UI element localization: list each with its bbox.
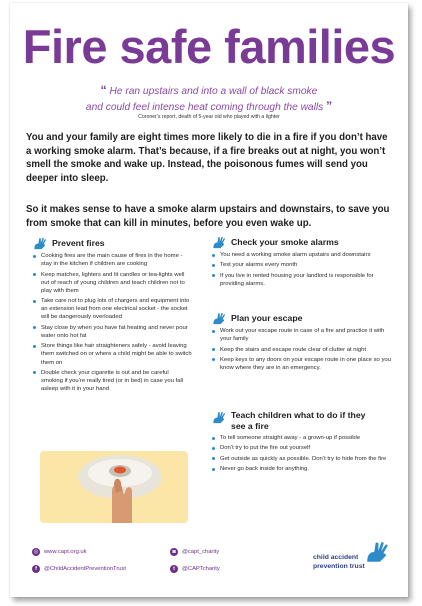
globe-icon: ◎: [33, 549, 39, 555]
quote-line-2: and could feel intense heat coming through the walls: [85, 102, 324, 113]
intro-paragraph-2: So it makes sense to have a smoke alarm upstairs and downstairs, to save you from smoke that can kill in minutes, before you even wake up.: [26, 204, 390, 229]
list-item: Get outside as quickly as possible. Don’t try to hide from the fire: [211, 455, 396, 463]
leaflet-page: [10, 3, 408, 597]
list-item: Never go back inside for anything.: [211, 465, 396, 473]
open-quote-mark: “: [100, 83, 107, 97]
smoke-alarm-illustration: [40, 451, 188, 523]
section-smoke-alarms: [211, 235, 396, 290]
quote-line-1: He ran upstairs and into a wall of black smoke: [109, 86, 318, 97]
website-link[interactable]: [32, 548, 87, 556]
twitter-icon: t: [170, 565, 178, 573]
intro-paragraph-1: You and your family are eight times more likely to die in a fire if you don’t have a working smoke alarm. That’s because, if a fire breaks out at night, you won’t smell the smoke and wake up. Instead, the poisonous fumes will send you deeper into sleep.: [26, 132, 388, 184]
list-item: Keep matches, lighters and lit candles or tea-lights well out of reach of young children and teach children not to play with them: [32, 271, 192, 295]
quote-source: Coroner's report, death of 5-year old who played with a lighter: [138, 114, 280, 120]
section-header: [211, 235, 396, 249]
website-text: www.capt.org.uk: [44, 549, 87, 555]
bullet-list: [211, 327, 396, 372]
blue-hand-icon: [32, 237, 48, 250]
blue-hand-icon: [211, 411, 227, 424]
section-title: Teach children what to do if they see a fire: [231, 410, 366, 431]
list-item: If you live in rented housing your landlord is responsible for providing alarms.: [211, 272, 396, 288]
list-item: You need a working smoke alarm upstairs and downstairs: [211, 251, 396, 259]
twitter-text: @CAPTcharity: [182, 566, 220, 572]
bullet-list: [211, 251, 396, 288]
blue-hand-icon: [211, 312, 227, 325]
list-item: Store things like hair straighteners safely - avoid leaving them switched on or where a child might be able to switch them on: [32, 342, 192, 366]
section-header: [211, 311, 396, 325]
section-plan-escape: [211, 311, 396, 374]
list-item: To tell someone straight away - a grown-up if possible: [211, 434, 396, 442]
list-item: Keep the stairs and escape route clear of clutter at night: [211, 346, 396, 354]
list-item: Stay close by when you have fat heating and never pour water onto hot fat: [32, 324, 192, 340]
bullet-list: [32, 252, 192, 393]
section-title: Prevent fires: [52, 237, 105, 248]
section-title: Check your smoke alarms: [231, 236, 339, 247]
list-item: Test your alarms every month: [211, 261, 396, 269]
section-teach-children: [211, 410, 396, 475]
instagram-text: @capt_charity: [182, 549, 220, 555]
logo-line-1: child accident: [313, 554, 359, 561]
logo-line-2: prevention trust: [313, 562, 365, 570]
instagram-link[interactable]: [170, 548, 219, 556]
section-header: [211, 410, 396, 432]
instagram-icon: ◙: [170, 548, 178, 556]
facebook-link[interactable]: [32, 565, 126, 573]
section-title: Plan your escape: [231, 312, 303, 323]
facebook-icon: f: [32, 565, 40, 573]
logo-text: [313, 554, 365, 571]
bullet-list: [211, 434, 396, 473]
blue-hand-icon: [211, 236, 227, 249]
section-header: [32, 236, 192, 250]
list-item: Cooking fires are the main cause of fires in the home - stay in the kitchen if children are cooking: [32, 252, 192, 268]
facebook-text: @ChildAccidentPreventionTrust: [44, 566, 127, 572]
list-item: Don’t try to put the fire out yourself: [211, 444, 396, 452]
twitter-link[interactable]: [170, 565, 220, 573]
page-title: Fire safe families: [22, 20, 396, 73]
close-quote-mark: ”: [326, 99, 333, 113]
capt-logo: [313, 540, 393, 580]
list-item: Work out your escape route in case of a fire and practice it with your family: [211, 327, 396, 343]
coroner-quote: [46, 83, 372, 115]
list-item: Take care not to plug lots of chargers and equipment into an extension lead from one electrical socket - the socket will be dangerously overloaded: [32, 297, 192, 321]
section-prevent-fires: [32, 236, 192, 396]
list-item: Keep keys to any doors on your escape route in one place so you know where they are in an emergency.: [211, 356, 396, 372]
list-item: Double check your cigarette is out and be careful smoking if you’re really tired (or in bed) in case you fall asleep with it in your hand: [32, 369, 192, 393]
logo-hand-icon: [363, 540, 391, 564]
